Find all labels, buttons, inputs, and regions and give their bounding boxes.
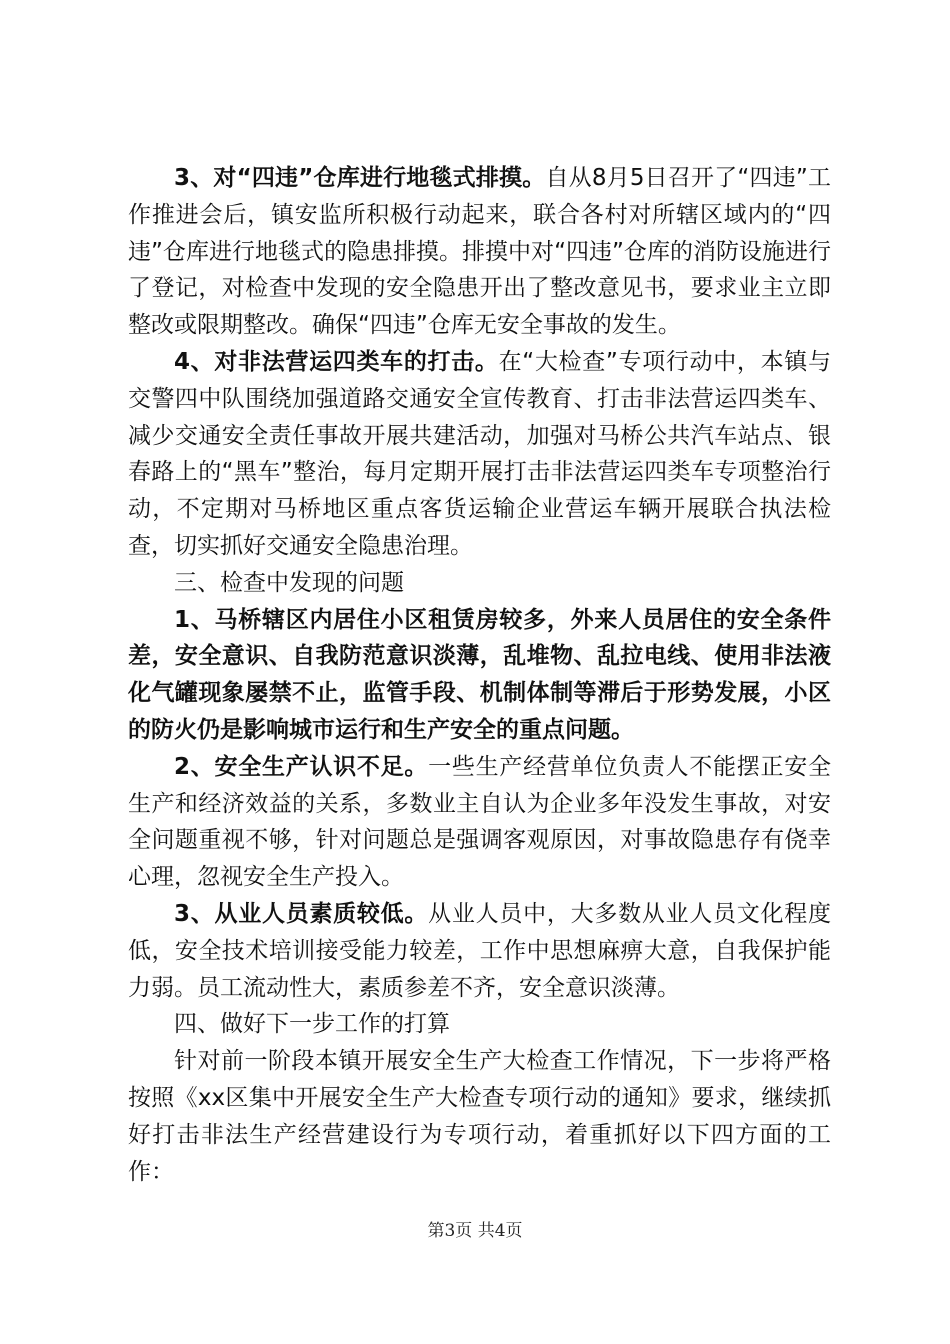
section-heading-text: 四、做好下一步工作的打算	[174, 1011, 450, 1038]
section-heading-text: 三、检查中发现的问题	[174, 569, 404, 596]
paragraph-safety-awareness	[128, 749, 831, 896]
paragraph-text: 1、马桥辖区内居住小区租赁房较多，外来人员居住的安全条件差，安全意识、自我防范意识淡薄，乱堆物、乱拉电线、使用非法液化气罐现象屡禁不止，监管手段、机制体制等滞后于形势发展，小区的防火仍是影响城市运行和生产安全的重点问题。	[128, 606, 831, 743]
section-heading-problems	[128, 565, 831, 602]
paragraph-text: 在“大检查”专项行动中，本镇与交警四中队围绕加强道路交通安全宣传教育、打击非法营运四类车、减少交通安全责任事故开展共建活动，加强对马桥公共汽车站点、银春路上的“黑车”整治，每月定期开展打击非法营运四类车专项整治行动，不定期对马桥地区重点客货运输企业营运车辆开展联合执法检查，切实抓好交通安全隐患治理。	[128, 348, 831, 559]
section-heading-next-steps	[128, 1006, 831, 1043]
document-body	[128, 160, 831, 1190]
paragraph-residential-issues	[128, 602, 831, 749]
paragraph-text: 自从8月5日召开了“四违”工作推进会后，镇安监所积极行动起来，联合各村对所辖区域内的“四违”仓库进行地毯式的隐患排摸。排摸中对“四违”仓库的消防设施进行了登记，对检查中发现的安全隐患开出了整改意见书，要求业主立即整改或限期整改。确保“四违”仓库无安全事故的发生。	[128, 165, 831, 339]
paragraph-illegal-vehicles	[128, 344, 831, 565]
paragraph-text: 一些生产经营单位负责人不能摆正安全生产和经济效益的关系，多数业主自认为企业多年没发生事故，对安全问题重视不够，针对问题总是强调客观原因，对事故隐患存有侥幸心理，忽视安全生产投入。	[128, 753, 831, 891]
page-number-footer: 第3页 共4页	[427, 1221, 523, 1241]
paragraph-heading: 4、对非法营运四类车的打击。	[174, 348, 499, 375]
paragraph-next-plan	[128, 1043, 831, 1190]
paragraph-heading: 2、安全生产认识不足。	[174, 753, 429, 780]
paragraph-worker-quality	[128, 896, 831, 1006]
paragraph-warehouse-inspection	[128, 160, 831, 344]
paragraph-text: 针对前一阶段本镇开展安全生产大检查工作情况，下一步将严格按照《xx区集中开展安全生产大检查专项行动的通知》要求，继续抓好打击非法生产经营建设行为专项行动，着重抓好以下四方面的工作：	[128, 1048, 831, 1185]
paragraph-text: 从业人员中，大多数从业人员文化程度低，安全技术培训接受能力较差，工作中思想麻痹大意，自我保护能力弱。员工流动性大，素质参差不齐，安全意识淡薄。	[128, 900, 831, 1001]
paragraph-heading: 3、对“四违”仓库进行地毯式排摸。	[174, 165, 546, 191]
paragraph-heading: 3、从业人员素质较低。	[174, 900, 429, 927]
